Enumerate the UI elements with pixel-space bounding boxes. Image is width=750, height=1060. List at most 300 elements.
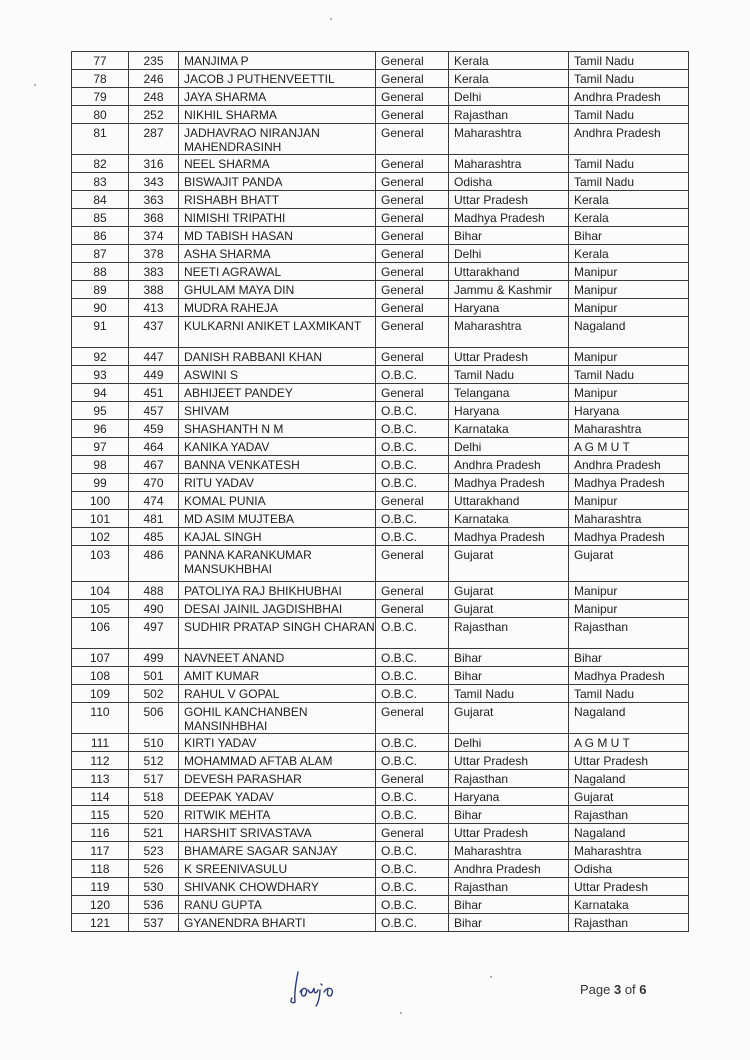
serial-number-cell: 118 [72, 860, 129, 878]
candidate-name-cell: KAJAL SINGH [179, 528, 376, 546]
roll-number-cell: 481 [129, 510, 179, 528]
candidate-name-cell: MD ASIM MUJTEBA [179, 510, 376, 528]
candidate-name-cell: ASWINI S [179, 366, 376, 384]
serial-number-cell: 79 [72, 88, 129, 106]
domicile-state-cell: Tamil Nadu [449, 366, 569, 384]
candidate-name-cell: NIMISHI TRIPATHI [179, 209, 376, 227]
allocated-cadre-cell: Uttar Pradesh [569, 752, 689, 770]
table-row [72, 317, 689, 348]
candidate-name-cell: BISWAJIT PANDA [179, 173, 376, 191]
allocated-cadre-cell: Madhya Pradesh [569, 474, 689, 492]
roll-number-cell: 520 [129, 806, 179, 824]
table-row [72, 281, 689, 299]
serial-number-cell: 110 [72, 703, 129, 734]
allocated-cadre-cell: Maharashtra [569, 420, 689, 438]
serial-number-cell: 90 [72, 299, 129, 317]
allocated-cadre-cell: Manipur [569, 281, 689, 299]
serial-number-cell: 87 [72, 245, 129, 263]
roll-number-cell: 437 [129, 317, 179, 348]
domicile-state-cell: Uttarakhand [449, 492, 569, 510]
candidate-name-cell: KOMAL PUNIA [179, 492, 376, 510]
allocated-cadre-cell: Manipur [569, 582, 689, 600]
roll-number-cell: 510 [129, 734, 179, 752]
allocated-cadre-cell: Andhra Pradesh [569, 124, 689, 155]
candidate-name-cell: DANISH RABBANI KHAN [179, 348, 376, 366]
allocated-cadre-cell: Manipur [569, 299, 689, 317]
allocated-cadre-cell: Andhra Pradesh [569, 456, 689, 474]
allocated-cadre-cell: Maharashtra [569, 510, 689, 528]
domicile-state-cell: Maharashtra [449, 842, 569, 860]
candidate-name-cell: NAVNEET ANAND [179, 649, 376, 667]
table-row [72, 546, 689, 582]
allocated-cadre-cell: Tamil Nadu [569, 173, 689, 191]
serial-number-cell: 84 [72, 191, 129, 209]
candidate-name-cell: RAHUL V GOPAL [179, 685, 376, 703]
table-row [72, 106, 689, 124]
category-cell: O.B.C. [376, 860, 449, 878]
roll-number-cell: 526 [129, 860, 179, 878]
candidate-name-cell: JACOB J PUTHENVEETTIL [179, 70, 376, 88]
roll-number-cell: 499 [129, 649, 179, 667]
table-row [72, 70, 689, 88]
table-row [72, 582, 689, 600]
allocated-cadre-cell: Rajasthan [569, 618, 689, 649]
roll-number-cell: 287 [129, 124, 179, 155]
domicile-state-cell: Delhi [449, 88, 569, 106]
domicile-state-cell: Delhi [449, 438, 569, 456]
candidate-name-cell: MD TABISH HASAN [179, 227, 376, 245]
candidate-name-cell: HARSHIT SRIVASTAVA [179, 824, 376, 842]
category-cell: O.B.C. [376, 528, 449, 546]
table-row [72, 263, 689, 281]
table-row [72, 878, 689, 896]
candidate-name-cell: PANNA KARANKUMAR MANSUKHBHAI [179, 546, 376, 582]
domicile-state-cell: Tamil Nadu [449, 685, 569, 703]
category-cell: General [376, 263, 449, 281]
roll-number-cell: 343 [129, 173, 179, 191]
domicile-state-cell: Bihar [449, 649, 569, 667]
candidate-name-cell: GYANENDRA BHARTI [179, 914, 376, 932]
domicile-state-cell: Uttar Pradesh [449, 824, 569, 842]
category-cell: O.B.C. [376, 456, 449, 474]
category-cell: O.B.C. [376, 878, 449, 896]
candidate-name-cell: MUDRA RAHEJA [179, 299, 376, 317]
allocated-cadre-cell: Uttar Pradesh [569, 878, 689, 896]
serial-number-cell: 102 [72, 528, 129, 546]
roll-number-cell: 502 [129, 685, 179, 703]
table-row [72, 734, 689, 752]
serial-number-cell: 115 [72, 806, 129, 824]
domicile-state-cell: Rajasthan [449, 770, 569, 788]
roll-number-cell: 506 [129, 703, 179, 734]
table-row [72, 914, 689, 932]
serial-number-cell: 89 [72, 281, 129, 299]
allocated-cadre-cell: Bihar [569, 649, 689, 667]
candidate-name-cell: NEETI AGRAWAL [179, 263, 376, 281]
category-cell: O.B.C. [376, 734, 449, 752]
category-cell: General [376, 124, 449, 155]
domicile-state-cell: Madhya Pradesh [449, 528, 569, 546]
roll-number-cell: 521 [129, 824, 179, 842]
table-row [72, 438, 689, 456]
domicile-state-cell: Rajasthan [449, 878, 569, 896]
serial-number-cell: 91 [72, 317, 129, 348]
domicile-state-cell: Kerala [449, 52, 569, 70]
candidate-name-cell: RITWIK MEHTA [179, 806, 376, 824]
candidate-name-cell: JADHAVRAO NIRANJAN MAHENDRASINH [179, 124, 376, 155]
allocated-cadre-cell: Manipur [569, 492, 689, 510]
serial-number-cell: 88 [72, 263, 129, 281]
table-row [72, 88, 689, 106]
roll-number-cell: 512 [129, 752, 179, 770]
roll-number-cell: 316 [129, 155, 179, 173]
category-cell: General [376, 281, 449, 299]
domicile-state-cell: Kerala [449, 70, 569, 88]
table-row [72, 770, 689, 788]
domicile-state-cell: Odisha [449, 173, 569, 191]
domicile-state-cell: Madhya Pradesh [449, 474, 569, 492]
allocated-cadre-cell: Rajasthan [569, 806, 689, 824]
scan-speck [400, 1012, 402, 1014]
category-cell: O.B.C. [376, 366, 449, 384]
table-row [72, 806, 689, 824]
allocated-cadre-cell: Nagaland [569, 317, 689, 348]
domicile-state-cell: Uttar Pradesh [449, 752, 569, 770]
serial-number-cell: 121 [72, 914, 129, 932]
table-row [72, 703, 689, 734]
allocated-cadre-cell: Manipur [569, 600, 689, 618]
roll-number-cell: 252 [129, 106, 179, 124]
candidate-name-cell: SUDHIR PRATAP SINGH CHARAN [179, 618, 376, 649]
table-row [72, 474, 689, 492]
serial-number-cell: 80 [72, 106, 129, 124]
table-row [72, 842, 689, 860]
roll-number-cell: 537 [129, 914, 179, 932]
candidate-name-cell: GHULAM MAYA DIN [179, 281, 376, 299]
table-row [72, 366, 689, 384]
serial-number-cell: 117 [72, 842, 129, 860]
category-cell: O.B.C. [376, 685, 449, 703]
candidate-name-cell: JAYA SHARMA [179, 88, 376, 106]
domicile-state-cell: Gujarat [449, 600, 569, 618]
table-row [72, 124, 689, 155]
allocated-cadre-cell: A G M U T [569, 734, 689, 752]
serial-number-cell: 95 [72, 402, 129, 420]
category-cell: General [376, 600, 449, 618]
domicile-state-cell: Bihar [449, 806, 569, 824]
roll-number-cell: 486 [129, 546, 179, 582]
allocated-cadre-cell: Kerala [569, 245, 689, 263]
page-of-label: of [621, 982, 640, 997]
roll-number-cell: 451 [129, 384, 179, 402]
table-row [72, 685, 689, 703]
roll-number-cell: 235 [129, 52, 179, 70]
page-current: 3 [613, 982, 622, 997]
roll-number-cell: 497 [129, 618, 179, 649]
serial-number-cell: 98 [72, 456, 129, 474]
table-row [72, 299, 689, 317]
domicile-state-cell: Delhi [449, 245, 569, 263]
candidate-name-cell: BANNA VENKATESH [179, 456, 376, 474]
category-cell: General [376, 348, 449, 366]
allocated-cadre-cell: Tamil Nadu [569, 106, 689, 124]
candidate-name-cell: BHAMARE SAGAR SANJAY [179, 842, 376, 860]
roll-number-cell: 490 [129, 600, 179, 618]
serial-number-cell: 109 [72, 685, 129, 703]
domicile-state-cell: Haryana [449, 788, 569, 806]
domicile-state-cell: Gujarat [449, 703, 569, 734]
allocated-cadre-cell: Tamil Nadu [569, 685, 689, 703]
serial-number-cell: 86 [72, 227, 129, 245]
domicile-state-cell: Maharashtra [449, 124, 569, 155]
category-cell: General [376, 191, 449, 209]
serial-number-cell: 116 [72, 824, 129, 842]
serial-number-cell: 114 [72, 788, 129, 806]
serial-number-cell: 94 [72, 384, 129, 402]
category-cell: General [376, 770, 449, 788]
allocated-cadre-cell: Tamil Nadu [569, 52, 689, 70]
candidate-name-cell: RISHABH BHATT [179, 191, 376, 209]
serial-number-cell: 85 [72, 209, 129, 227]
scan-speck [34, 84, 36, 86]
table-row [72, 456, 689, 474]
serial-number-cell: 92 [72, 348, 129, 366]
table-row [72, 52, 689, 70]
candidate-name-cell: KIRTI YADAV [179, 734, 376, 752]
allocated-cadre-cell: Nagaland [569, 824, 689, 842]
domicile-state-cell: Uttar Pradesh [449, 348, 569, 366]
table-row [72, 155, 689, 173]
candidate-name-cell: SHASHANTH N M [179, 420, 376, 438]
allocated-cadre-cell: Madhya Pradesh [569, 667, 689, 685]
roll-number-cell: 459 [129, 420, 179, 438]
candidate-name-cell: PATOLIYA RAJ BHIKHUBHAI [179, 582, 376, 600]
candidate-name-cell: K SREENIVASULU [179, 860, 376, 878]
category-cell: O.B.C. [376, 788, 449, 806]
category-cell: General [376, 173, 449, 191]
serial-number-cell: 111 [72, 734, 129, 752]
category-cell: General [376, 88, 449, 106]
candidate-name-cell: ABHIJEET PANDEY [179, 384, 376, 402]
roll-number-cell: 536 [129, 896, 179, 914]
allocated-cadre-cell: Karnataka [569, 896, 689, 914]
domicile-state-cell: Uttar Pradesh [449, 191, 569, 209]
scan-speck [330, 18, 332, 20]
allocated-cadre-cell: Tamil Nadu [569, 366, 689, 384]
candidate-name-cell: MOHAMMAD AFTAB ALAM [179, 752, 376, 770]
category-cell: General [376, 52, 449, 70]
serial-number-cell: 99 [72, 474, 129, 492]
table-row [72, 209, 689, 227]
serial-number-cell: 119 [72, 878, 129, 896]
roll-number-cell: 457 [129, 402, 179, 420]
candidate-name-cell: KANIKA YADAV [179, 438, 376, 456]
table-row [72, 824, 689, 842]
table-row [72, 348, 689, 366]
roll-number-cell: 470 [129, 474, 179, 492]
serial-number-cell: 106 [72, 618, 129, 649]
table-row [72, 860, 689, 878]
candidate-name-cell: RANU GUPTA [179, 896, 376, 914]
table-row [72, 191, 689, 209]
allocation-table [71, 51, 689, 932]
table-row [72, 173, 689, 191]
roll-number-cell: 517 [129, 770, 179, 788]
category-cell: O.B.C. [376, 618, 449, 649]
serial-number-cell: 83 [72, 173, 129, 191]
roll-number-cell: 447 [129, 348, 179, 366]
candidate-name-cell: NIKHIL SHARMA [179, 106, 376, 124]
allocated-cadre-cell: Bihar [569, 227, 689, 245]
roll-number-cell: 413 [129, 299, 179, 317]
domicile-state-cell: Jammu & Kashmir [449, 281, 569, 299]
table-row [72, 492, 689, 510]
roll-number-cell: 378 [129, 245, 179, 263]
category-cell: General [376, 245, 449, 263]
category-cell: General [376, 155, 449, 173]
category-cell: O.B.C. [376, 806, 449, 824]
domicile-state-cell: Haryana [449, 402, 569, 420]
table-row [72, 618, 689, 649]
category-cell: General [376, 70, 449, 88]
domicile-state-cell: Delhi [449, 734, 569, 752]
roll-number-cell: 368 [129, 209, 179, 227]
category-cell: O.B.C. [376, 914, 449, 932]
serial-number-cell: 104 [72, 582, 129, 600]
serial-number-cell: 101 [72, 510, 129, 528]
category-cell: O.B.C. [376, 896, 449, 914]
category-cell: O.B.C. [376, 420, 449, 438]
table-row [72, 649, 689, 667]
serial-number-cell: 112 [72, 752, 129, 770]
candidate-name-cell: NEEL SHARMA [179, 155, 376, 173]
domicile-state-cell: Gujarat [449, 582, 569, 600]
table-row [72, 402, 689, 420]
allocated-cadre-cell: Kerala [569, 191, 689, 209]
table-body [72, 52, 689, 932]
table-row [72, 788, 689, 806]
roll-number-cell: 383 [129, 263, 179, 281]
category-cell: General [376, 384, 449, 402]
category-cell: General [376, 546, 449, 582]
domicile-state-cell: Madhya Pradesh [449, 209, 569, 227]
serial-number-cell: 82 [72, 155, 129, 173]
table-row [72, 752, 689, 770]
serial-number-cell: 78 [72, 70, 129, 88]
category-cell: O.B.C. [376, 649, 449, 667]
scan-speck [490, 976, 492, 978]
category-cell: O.B.C. [376, 438, 449, 456]
table-row [72, 420, 689, 438]
category-cell: O.B.C. [376, 510, 449, 528]
category-cell: General [376, 209, 449, 227]
roll-number-cell: 246 [129, 70, 179, 88]
serial-number-cell: 96 [72, 420, 129, 438]
category-cell: General [376, 703, 449, 734]
category-cell: General [376, 492, 449, 510]
serial-number-cell: 107 [72, 649, 129, 667]
page-number [580, 982, 647, 997]
domicile-state-cell: Andhra Pradesh [449, 860, 569, 878]
roll-number-cell: 449 [129, 366, 179, 384]
roll-number-cell: 488 [129, 582, 179, 600]
category-cell: O.B.C. [376, 842, 449, 860]
allocated-cadre-cell: Tamil Nadu [569, 155, 689, 173]
category-cell: General [376, 317, 449, 348]
allocated-cadre-cell: Andhra Pradesh [569, 88, 689, 106]
table-row [72, 896, 689, 914]
table-row [72, 384, 689, 402]
candidate-name-cell: AMIT KUMAR [179, 667, 376, 685]
category-cell: General [376, 824, 449, 842]
domicile-state-cell: Uttarakhand [449, 263, 569, 281]
candidate-name-cell: KULKARNI ANIKET LAXMIKANT [179, 317, 376, 348]
roll-number-cell: 530 [129, 878, 179, 896]
allocated-cadre-cell: Manipur [569, 348, 689, 366]
allocated-cadre-cell: Haryana [569, 402, 689, 420]
roll-number-cell: 523 [129, 842, 179, 860]
candidate-name-cell: SHIVANK CHOWDHARY [179, 878, 376, 896]
domicile-state-cell: Bihar [449, 896, 569, 914]
serial-number-cell: 97 [72, 438, 129, 456]
roll-number-cell: 248 [129, 88, 179, 106]
serial-number-cell: 105 [72, 600, 129, 618]
candidate-name-cell: DESAI JAINIL JAGDISHBHAI [179, 600, 376, 618]
table-row [72, 245, 689, 263]
domicile-state-cell: Karnataka [449, 420, 569, 438]
allocated-cadre-cell: Nagaland [569, 703, 689, 734]
domicile-state-cell: Bihar [449, 914, 569, 932]
candidate-name-cell: SHIVAM [179, 402, 376, 420]
table-row [72, 528, 689, 546]
allocated-cadre-cell: Nagaland [569, 770, 689, 788]
category-cell: General [376, 227, 449, 245]
category-cell: General [376, 106, 449, 124]
category-cell: General [376, 299, 449, 317]
allocated-cadre-cell: Tamil Nadu [569, 70, 689, 88]
table-row [72, 667, 689, 685]
allocated-cadre-cell: Manipur [569, 263, 689, 281]
domicile-state-cell: Karnataka [449, 510, 569, 528]
allocated-cadre-cell: Odisha [569, 860, 689, 878]
serial-number-cell: 81 [72, 124, 129, 155]
allocated-cadre-cell: Gujarat [569, 788, 689, 806]
domicile-state-cell: Haryana [449, 299, 569, 317]
serial-number-cell: 77 [72, 52, 129, 70]
candidate-name-cell: DEVESH PARASHAR [179, 770, 376, 788]
page-total: 6 [639, 982, 647, 997]
allocated-cadre-cell: Maharashtra [569, 842, 689, 860]
roll-number-cell: 501 [129, 667, 179, 685]
candidate-name-cell: RITU YADAV [179, 474, 376, 492]
domicile-state-cell: Rajasthan [449, 106, 569, 124]
domicile-state-cell: Maharashtra [449, 155, 569, 173]
allocated-cadre-cell: A G M U T [569, 438, 689, 456]
table-row [72, 227, 689, 245]
domicile-state-cell: Telangana [449, 384, 569, 402]
category-cell: O.B.C. [376, 402, 449, 420]
roll-number-cell: 464 [129, 438, 179, 456]
domicile-state-cell: Rajasthan [449, 618, 569, 649]
candidate-name-cell: GOHIL KANCHANBEN MANSINHBHAI [179, 703, 376, 734]
category-cell: O.B.C. [376, 752, 449, 770]
allocated-cadre-cell: Manipur [569, 384, 689, 402]
domicile-state-cell: Gujarat [449, 546, 569, 582]
signature-icon [286, 968, 346, 1008]
domicile-state-cell: Andhra Pradesh [449, 456, 569, 474]
candidate-name-cell: ASHA SHARMA [179, 245, 376, 263]
serial-number-cell: 113 [72, 770, 129, 788]
